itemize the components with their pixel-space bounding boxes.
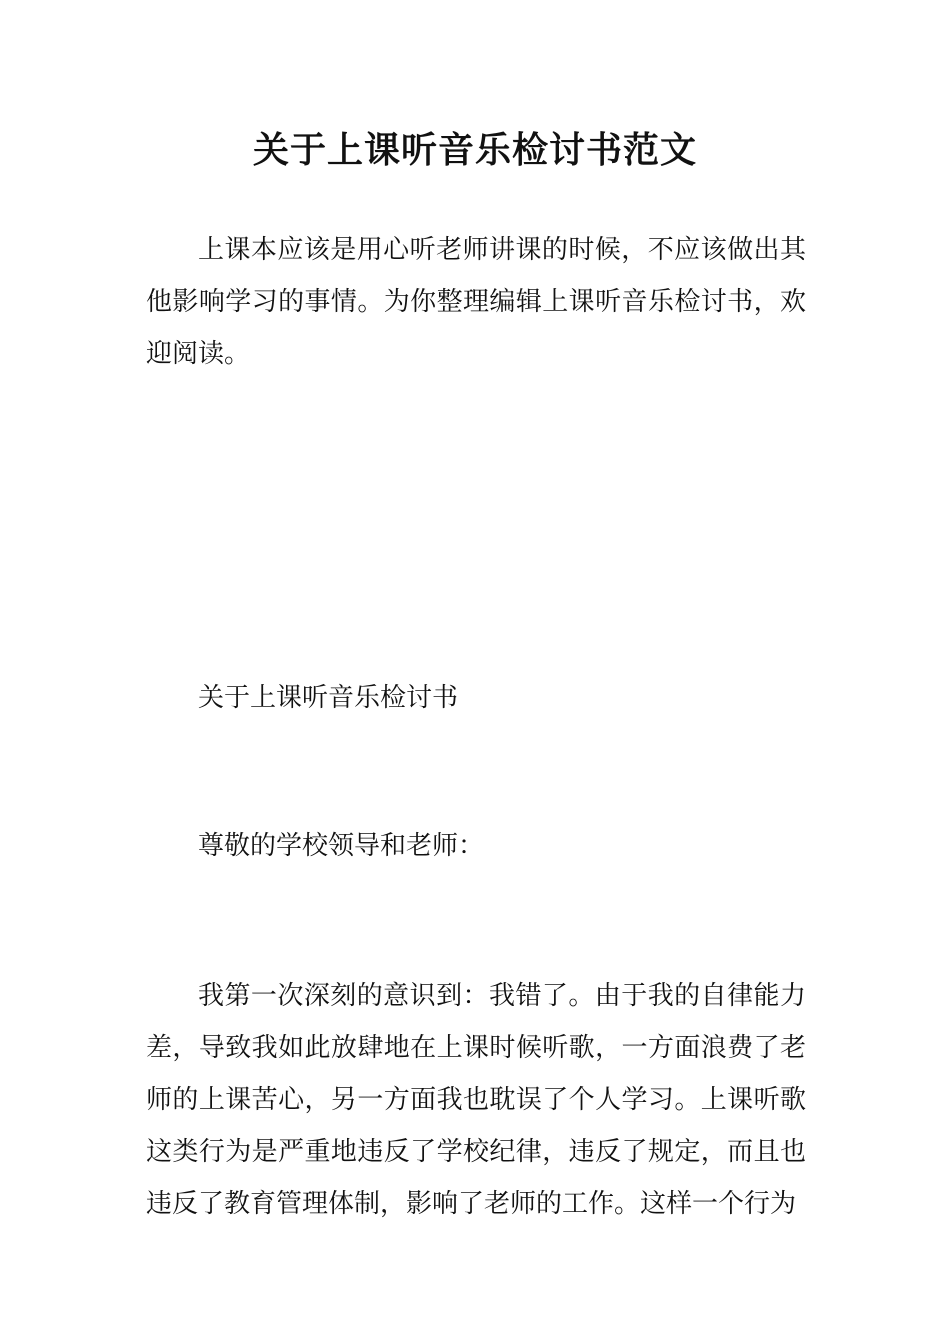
body-paragraph: 我第一次深刻的意识到：我错了。由于我的自律能力差，导致我如此放肆地在上课时候听歌，一方面浪费了老师的上课苦心，另一方面我也耽误了个人学习。上课听歌这类行为是严重地违反了学校纪律，违反了规定，而且也违反了教育管理体制，影响了老师的工作。这样一个行为: [146, 981, 806, 1219]
intro-paragraph: 上课本应该是用心听老师讲课的时候，不应该做出其他影响学习的事情。为你整理编辑上课听音乐检讨书，欢迎阅读。: [146, 235, 806, 369]
letter-subtitle: 关于上课听音乐检讨书: [198, 683, 459, 713]
salutation-line: 尊敬的学校领导和老师：: [198, 831, 485, 861]
document-title: 关于上课听音乐检讨书范文: [252, 130, 697, 171]
